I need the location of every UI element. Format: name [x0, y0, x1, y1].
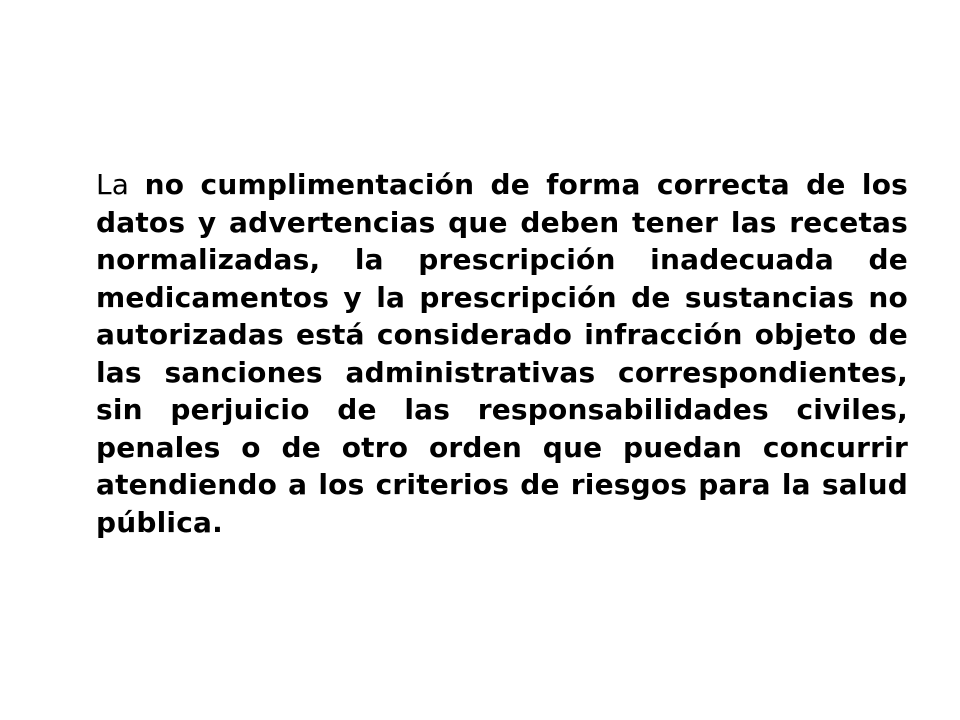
- paragraph-text: no cumplimentación de forma correcta de los datos y advertencias que deben tener las recetas normalizadas, la prescripción inadecuada de medicamentos y la prescripción de sustancias no autorizadas está considerado infracción objeto de las sanciones administrativas correspondientes, sin perjuicio de las responsabilidades civiles, penales o de otro orden que puedan concurrir atendiendo a los criterios de riesgos para la salud pública.: [96, 168, 908, 539]
- paragraph-lead: La: [96, 168, 145, 201]
- body-paragraph: [96, 166, 908, 541]
